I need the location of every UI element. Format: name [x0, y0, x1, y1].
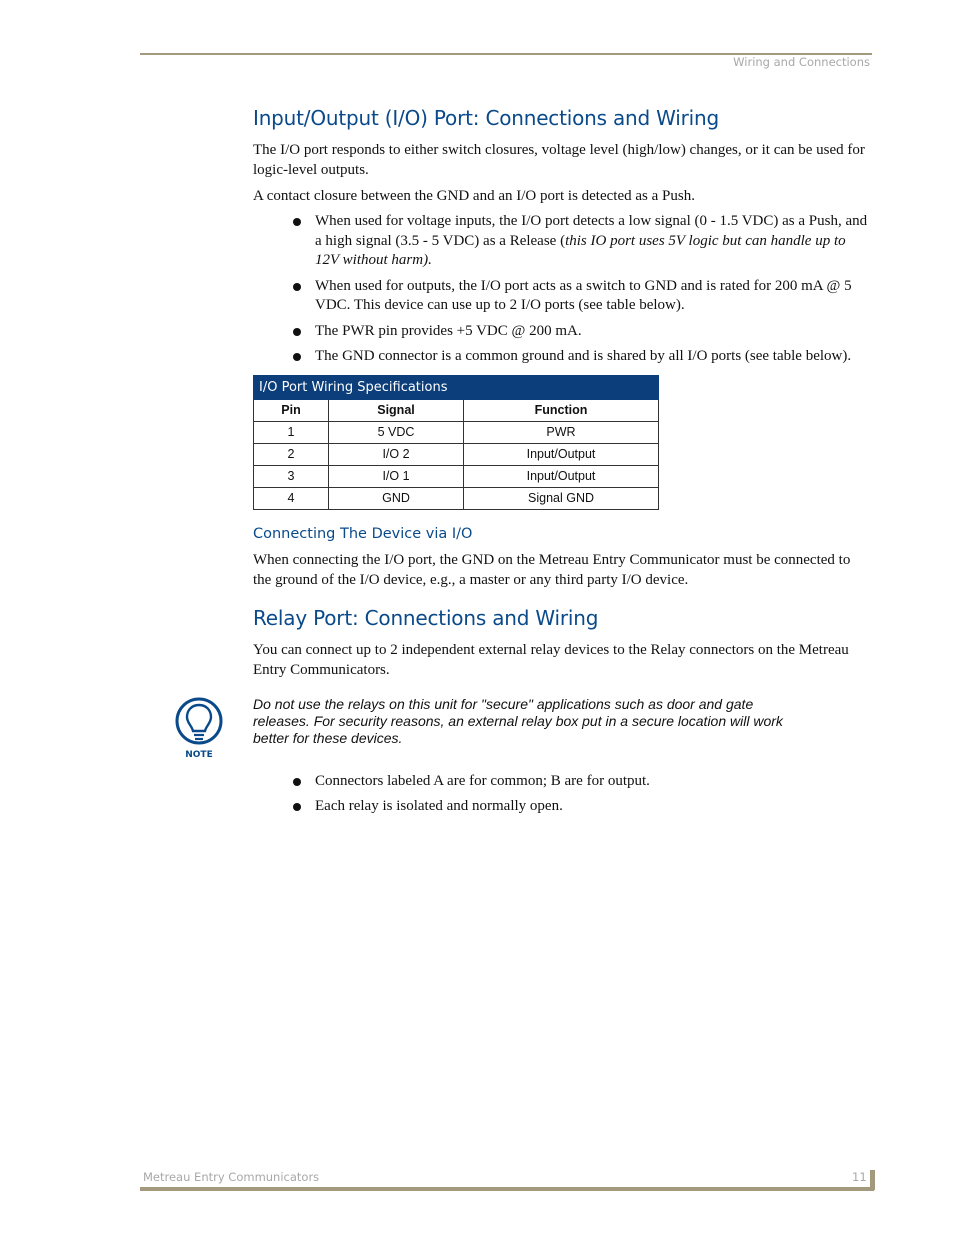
note-label: NOTE: [185, 749, 213, 758]
bullet-icon: [293, 328, 301, 336]
table-cell: 1: [254, 421, 329, 443]
bullet-icon: [293, 218, 301, 226]
table-cell: Input/Output: [464, 465, 659, 487]
list-item: [293, 212, 871, 271]
list-item: [293, 322, 871, 342]
bullet-text: When used for voltage inputs, the I/O port detects a low signal (0 - 1.5 VDC) as a Push, and a high signal (3.5 - 5 VDC) as a Release (: [315, 213, 868, 249]
list-item: [293, 772, 871, 792]
page-number: 11: [852, 1170, 867, 1184]
table-cell: GND: [329, 487, 464, 509]
table-cell: PWR: [464, 421, 659, 443]
bullet-icon: [293, 353, 301, 361]
bullet-text: Each relay is isolated and normally open.: [315, 798, 563, 814]
table-cell: 2: [254, 443, 329, 465]
table-row: [254, 465, 659, 487]
io-bullet-list: [293, 212, 871, 367]
table-cell: 4: [254, 487, 329, 509]
table-cell: I/O 1: [329, 465, 464, 487]
io-section-title: Input/Output (I/O) Port: Connections and Wiring: [253, 106, 720, 130]
note-box: [185, 695, 871, 760]
page-content: [185, 104, 871, 823]
bullet-icon: [293, 778, 301, 786]
bullet-italic-text: this IO port uses 5V logic but can handle up to 12V without harm).: [315, 232, 846, 268]
list-item: [293, 347, 871, 367]
bullet-icon: [293, 803, 301, 811]
bullet-icon: [293, 283, 301, 291]
table-cell: 5 VDC: [329, 421, 464, 443]
lightbulb-note-icon: [175, 696, 225, 758]
bullet-text: When used for outputs, the I/O port acts as a switch to GND and is rated for 200 mA @ 5 VDC. This device can use up to 2 I/O ports (see table below).: [315, 277, 852, 313]
footer-rule: [140, 1187, 874, 1191]
table-header-pin: Pin: [254, 399, 329, 421]
table-header-signal: Signal: [329, 399, 464, 421]
table-row: [254, 443, 659, 465]
table-cell: I/O 2: [329, 443, 464, 465]
bullet-text: The GND connector is a common ground and is shared by all I/O ports (see table below).: [315, 348, 852, 364]
footer-doc-title: Metreau Entry Communicators: [143, 1170, 320, 1184]
note-text: Do not use the relays on this unit for "secure" applications such as door and gate releases. For security reasons, an external relay box put in a secure location will work better for these devices.: [253, 695, 783, 746]
relay-para: You can connect up to 2 independent external relay devices to the Relay connectors on the Metreau Entry Communicators.: [253, 641, 849, 678]
relay-bullet-list: [293, 772, 871, 817]
list-item: [293, 797, 871, 817]
connecting-para: When connecting the I/O port, the GND on the Metreau Entry Communicator must be connected to the ground of the I/O device, e.g., a master or any third party I/O device.: [253, 551, 851, 588]
bullet-text: Connectors labeled A are for common; B are for output.: [315, 772, 650, 789]
connecting-subtitle: Connecting The Device via I/O: [253, 525, 473, 542]
table-row: [254, 421, 659, 443]
bullet-text: The PWR pin provides +5 VDC @ 200 mA.: [315, 322, 582, 339]
relay-section-title: Relay Port: Connections and Wiring: [253, 605, 599, 630]
io-para-2: A contact closure between the GND and an I/O port is detected as a Push.: [253, 188, 695, 204]
table-cell: 3: [254, 465, 329, 487]
io-spec-table: [253, 375, 659, 510]
table-row: [254, 487, 659, 509]
table-header-function: Function: [464, 399, 659, 421]
running-header: Wiring and Connections: [733, 55, 870, 69]
io-para-1: The I/O port responds to either switch closures, voltage level (high/low) changes, or it can be used for logic-level outputs.: [253, 142, 865, 178]
table-caption: I/O Port Wiring Specifications: [254, 375, 659, 399]
table-cell: Input/Output: [464, 443, 659, 465]
list-item: [293, 277, 871, 316]
table-cell: Signal GND: [464, 487, 659, 509]
